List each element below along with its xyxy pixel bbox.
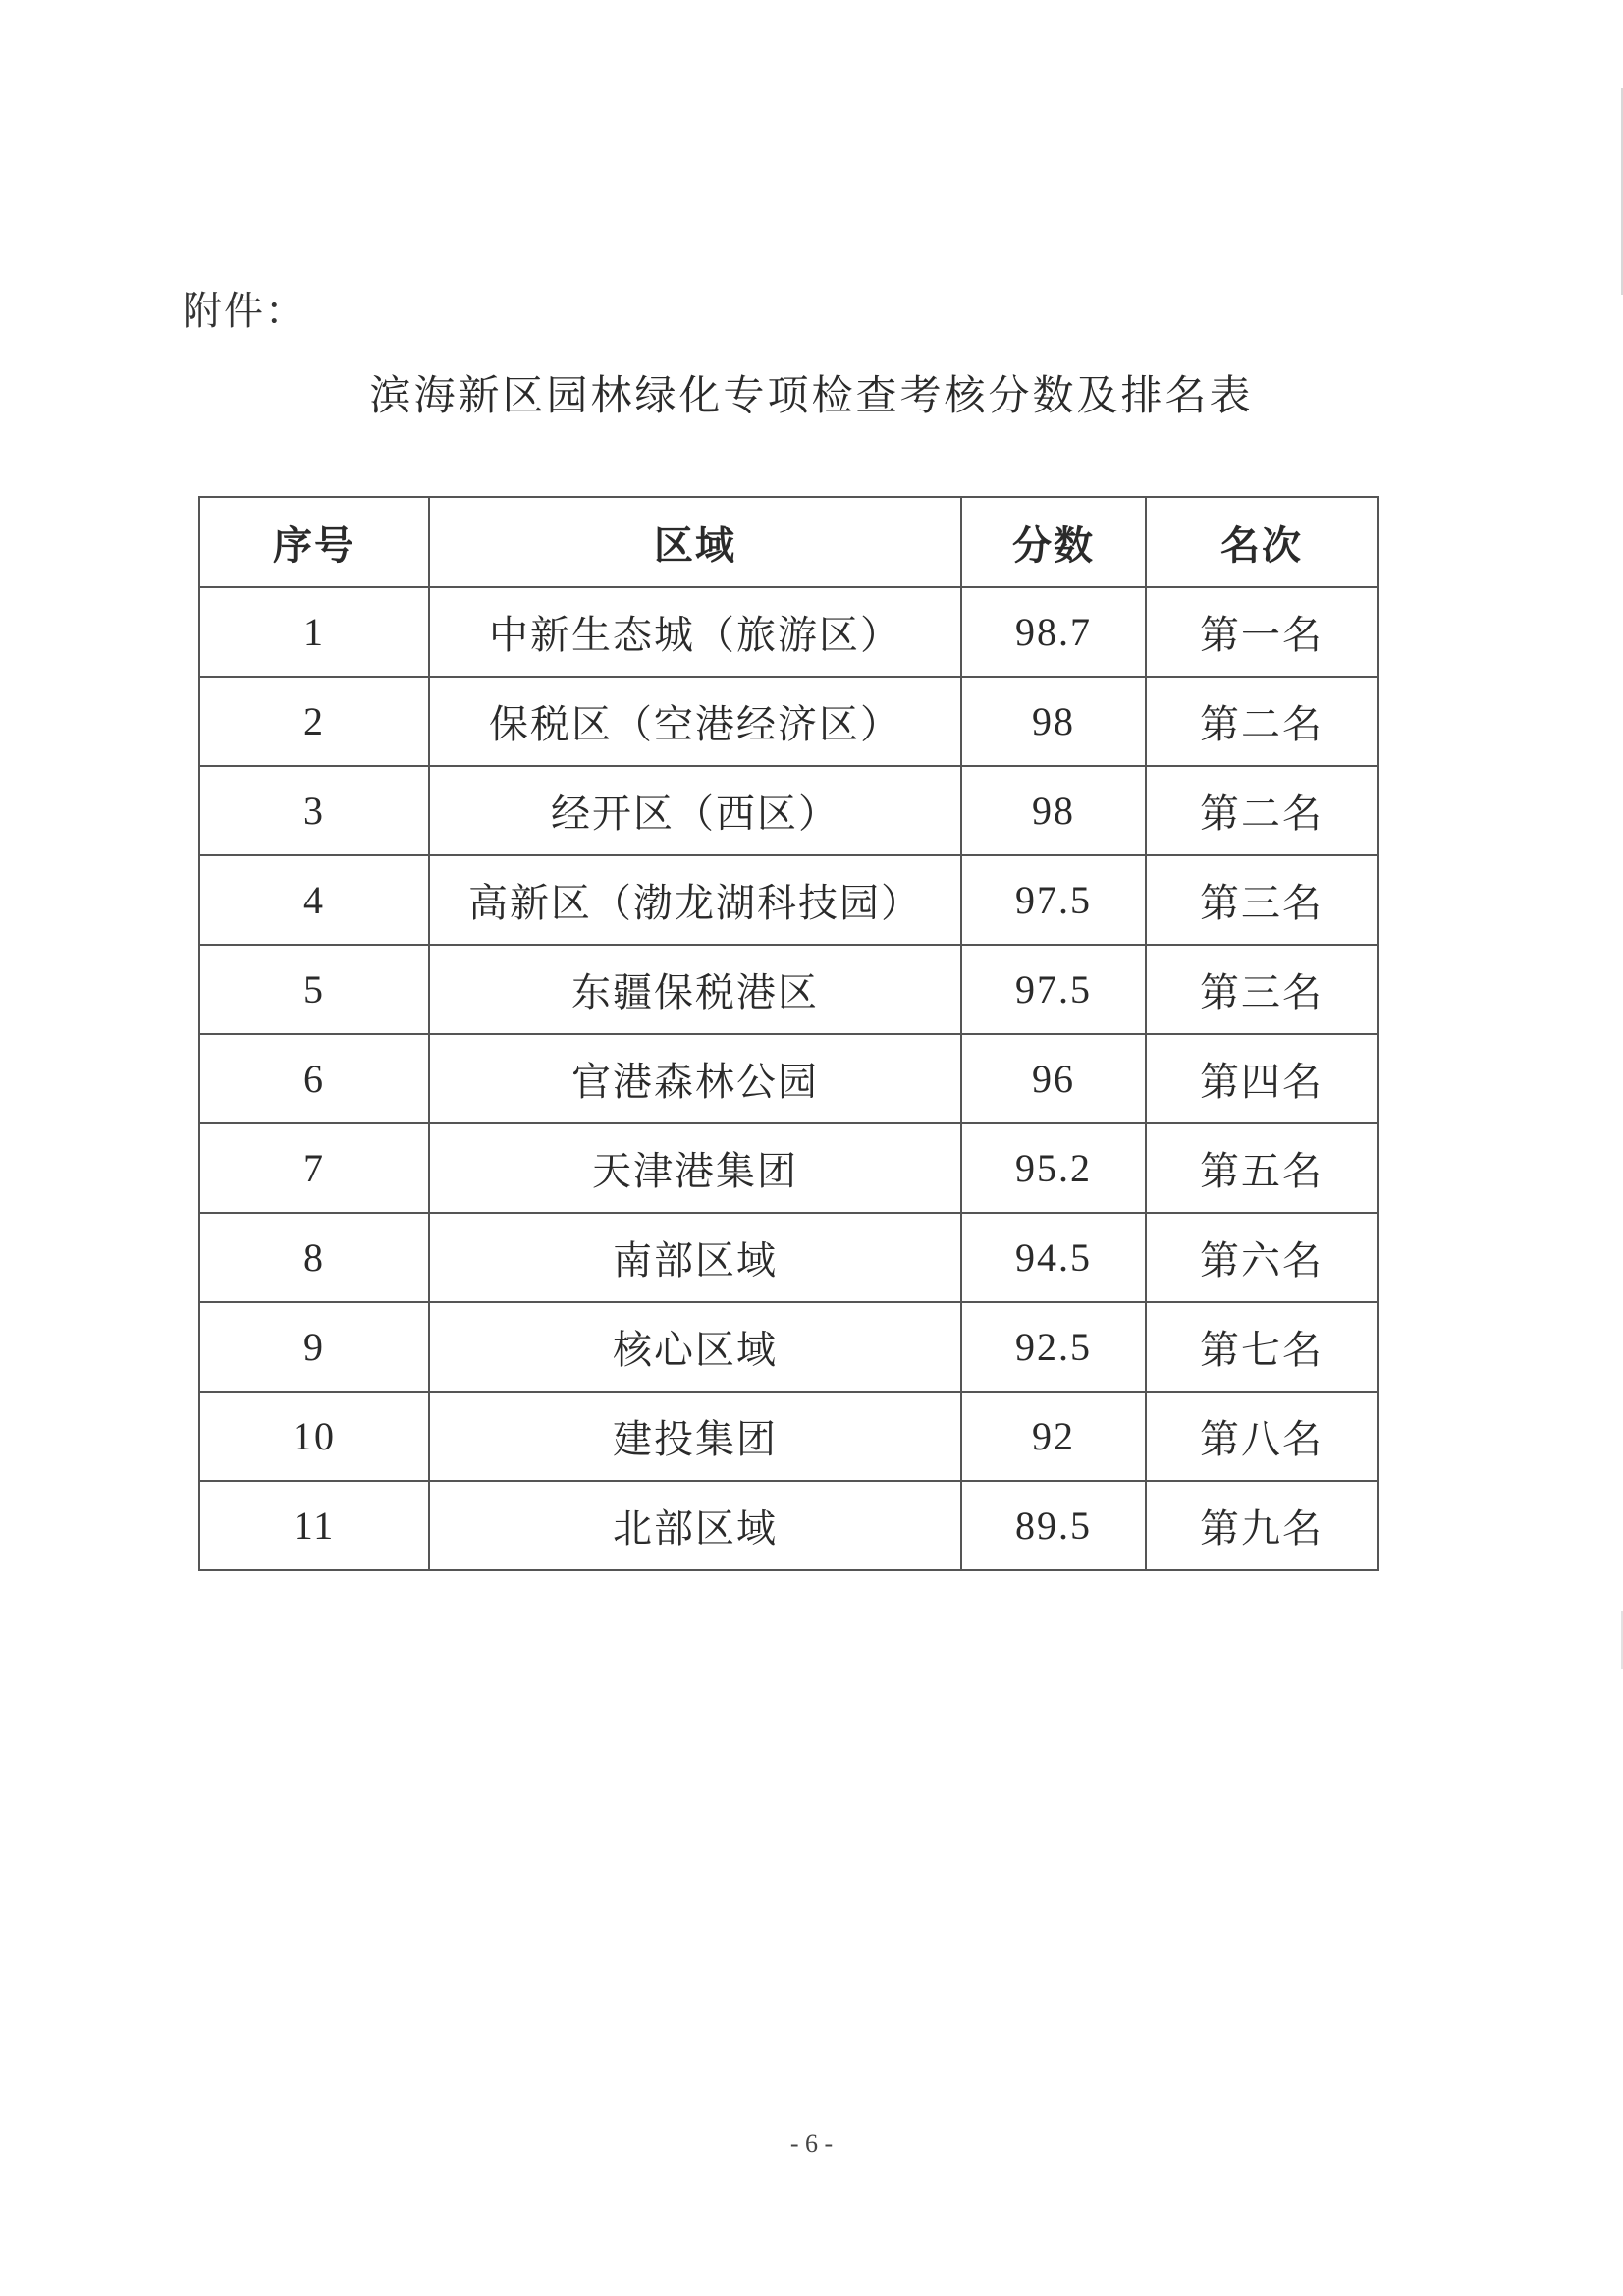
page-number: - 6 - [789, 2129, 834, 2158]
cell-region: 核心区域 [429, 1302, 961, 1392]
cell-region: 保税区（空港经济区） [429, 677, 961, 766]
table-row [199, 1213, 1378, 1302]
cell-rank: 第四名 [1146, 1034, 1378, 1123]
cell-index: 1 [199, 587, 429, 677]
cell-score: 92 [961, 1392, 1146, 1481]
cell-region: 天津港集团 [429, 1123, 961, 1213]
header-score: 分数 [961, 497, 1146, 587]
header-region: 区域 [429, 497, 961, 587]
cell-region: 建投集团 [429, 1392, 961, 1481]
cell-score: 97.5 [961, 945, 1146, 1034]
cell-score: 96 [961, 1034, 1146, 1123]
cell-region: 中新生态城（旅游区） [429, 587, 961, 677]
cell-index: 4 [199, 855, 429, 945]
cell-index: 9 [199, 1302, 429, 1392]
cell-index: 2 [199, 677, 429, 766]
table-row [199, 587, 1378, 677]
header-index: 序号 [199, 497, 429, 587]
cell-region: 南部区域 [429, 1213, 961, 1302]
cell-score: 98.7 [961, 587, 1146, 677]
table-row [199, 766, 1378, 855]
cell-score: 94.5 [961, 1213, 1146, 1302]
cell-rank: 第三名 [1146, 945, 1378, 1034]
table-row [199, 855, 1378, 945]
cell-index: 11 [199, 1481, 429, 1570]
table-row [199, 945, 1378, 1034]
table-row [199, 1123, 1378, 1213]
cell-rank: 第七名 [1146, 1302, 1378, 1392]
cell-region: 官港森林公园 [429, 1034, 961, 1123]
table-row [199, 1302, 1378, 1392]
table-row [199, 1481, 1378, 1570]
cell-rank: 第一名 [1146, 587, 1378, 677]
document-title: 滨海新区园林绿化专项检查考核分数及排名表 [369, 371, 1254, 419]
table-row [199, 677, 1378, 766]
cell-rank: 第二名 [1146, 766, 1378, 855]
cell-score: 97.5 [961, 855, 1146, 945]
cell-score: 89.5 [961, 1481, 1146, 1570]
cell-rank: 第三名 [1146, 855, 1378, 945]
cell-index: 5 [199, 945, 429, 1034]
table-row [199, 1034, 1378, 1123]
cell-index: 6 [199, 1034, 429, 1123]
cell-region: 高新区（渤龙湖科技园） [429, 855, 961, 945]
cell-region: 经开区（西区） [429, 766, 961, 855]
attachment-label: 附件： [183, 289, 306, 334]
cell-score: 95.2 [961, 1123, 1146, 1213]
cell-region: 北部区域 [429, 1481, 961, 1570]
score-ranking-table [198, 496, 1379, 1571]
cell-score: 98 [961, 677, 1146, 766]
cell-rank: 第八名 [1146, 1392, 1378, 1481]
table-header-row [199, 497, 1378, 587]
cell-index: 8 [199, 1213, 429, 1302]
cell-index: 10 [199, 1392, 429, 1481]
header-rank: 名次 [1146, 497, 1378, 587]
cell-index: 7 [199, 1123, 429, 1213]
cell-score: 98 [961, 766, 1146, 855]
cell-rank: 第五名 [1146, 1123, 1378, 1213]
table-row [199, 1392, 1378, 1481]
cell-region: 东疆保税港区 [429, 945, 961, 1034]
cell-rank: 第六名 [1146, 1213, 1378, 1302]
cell-rank: 第九名 [1146, 1481, 1378, 1570]
cell-rank: 第二名 [1146, 677, 1378, 766]
cell-index: 3 [199, 766, 429, 855]
cell-score: 92.5 [961, 1302, 1146, 1392]
